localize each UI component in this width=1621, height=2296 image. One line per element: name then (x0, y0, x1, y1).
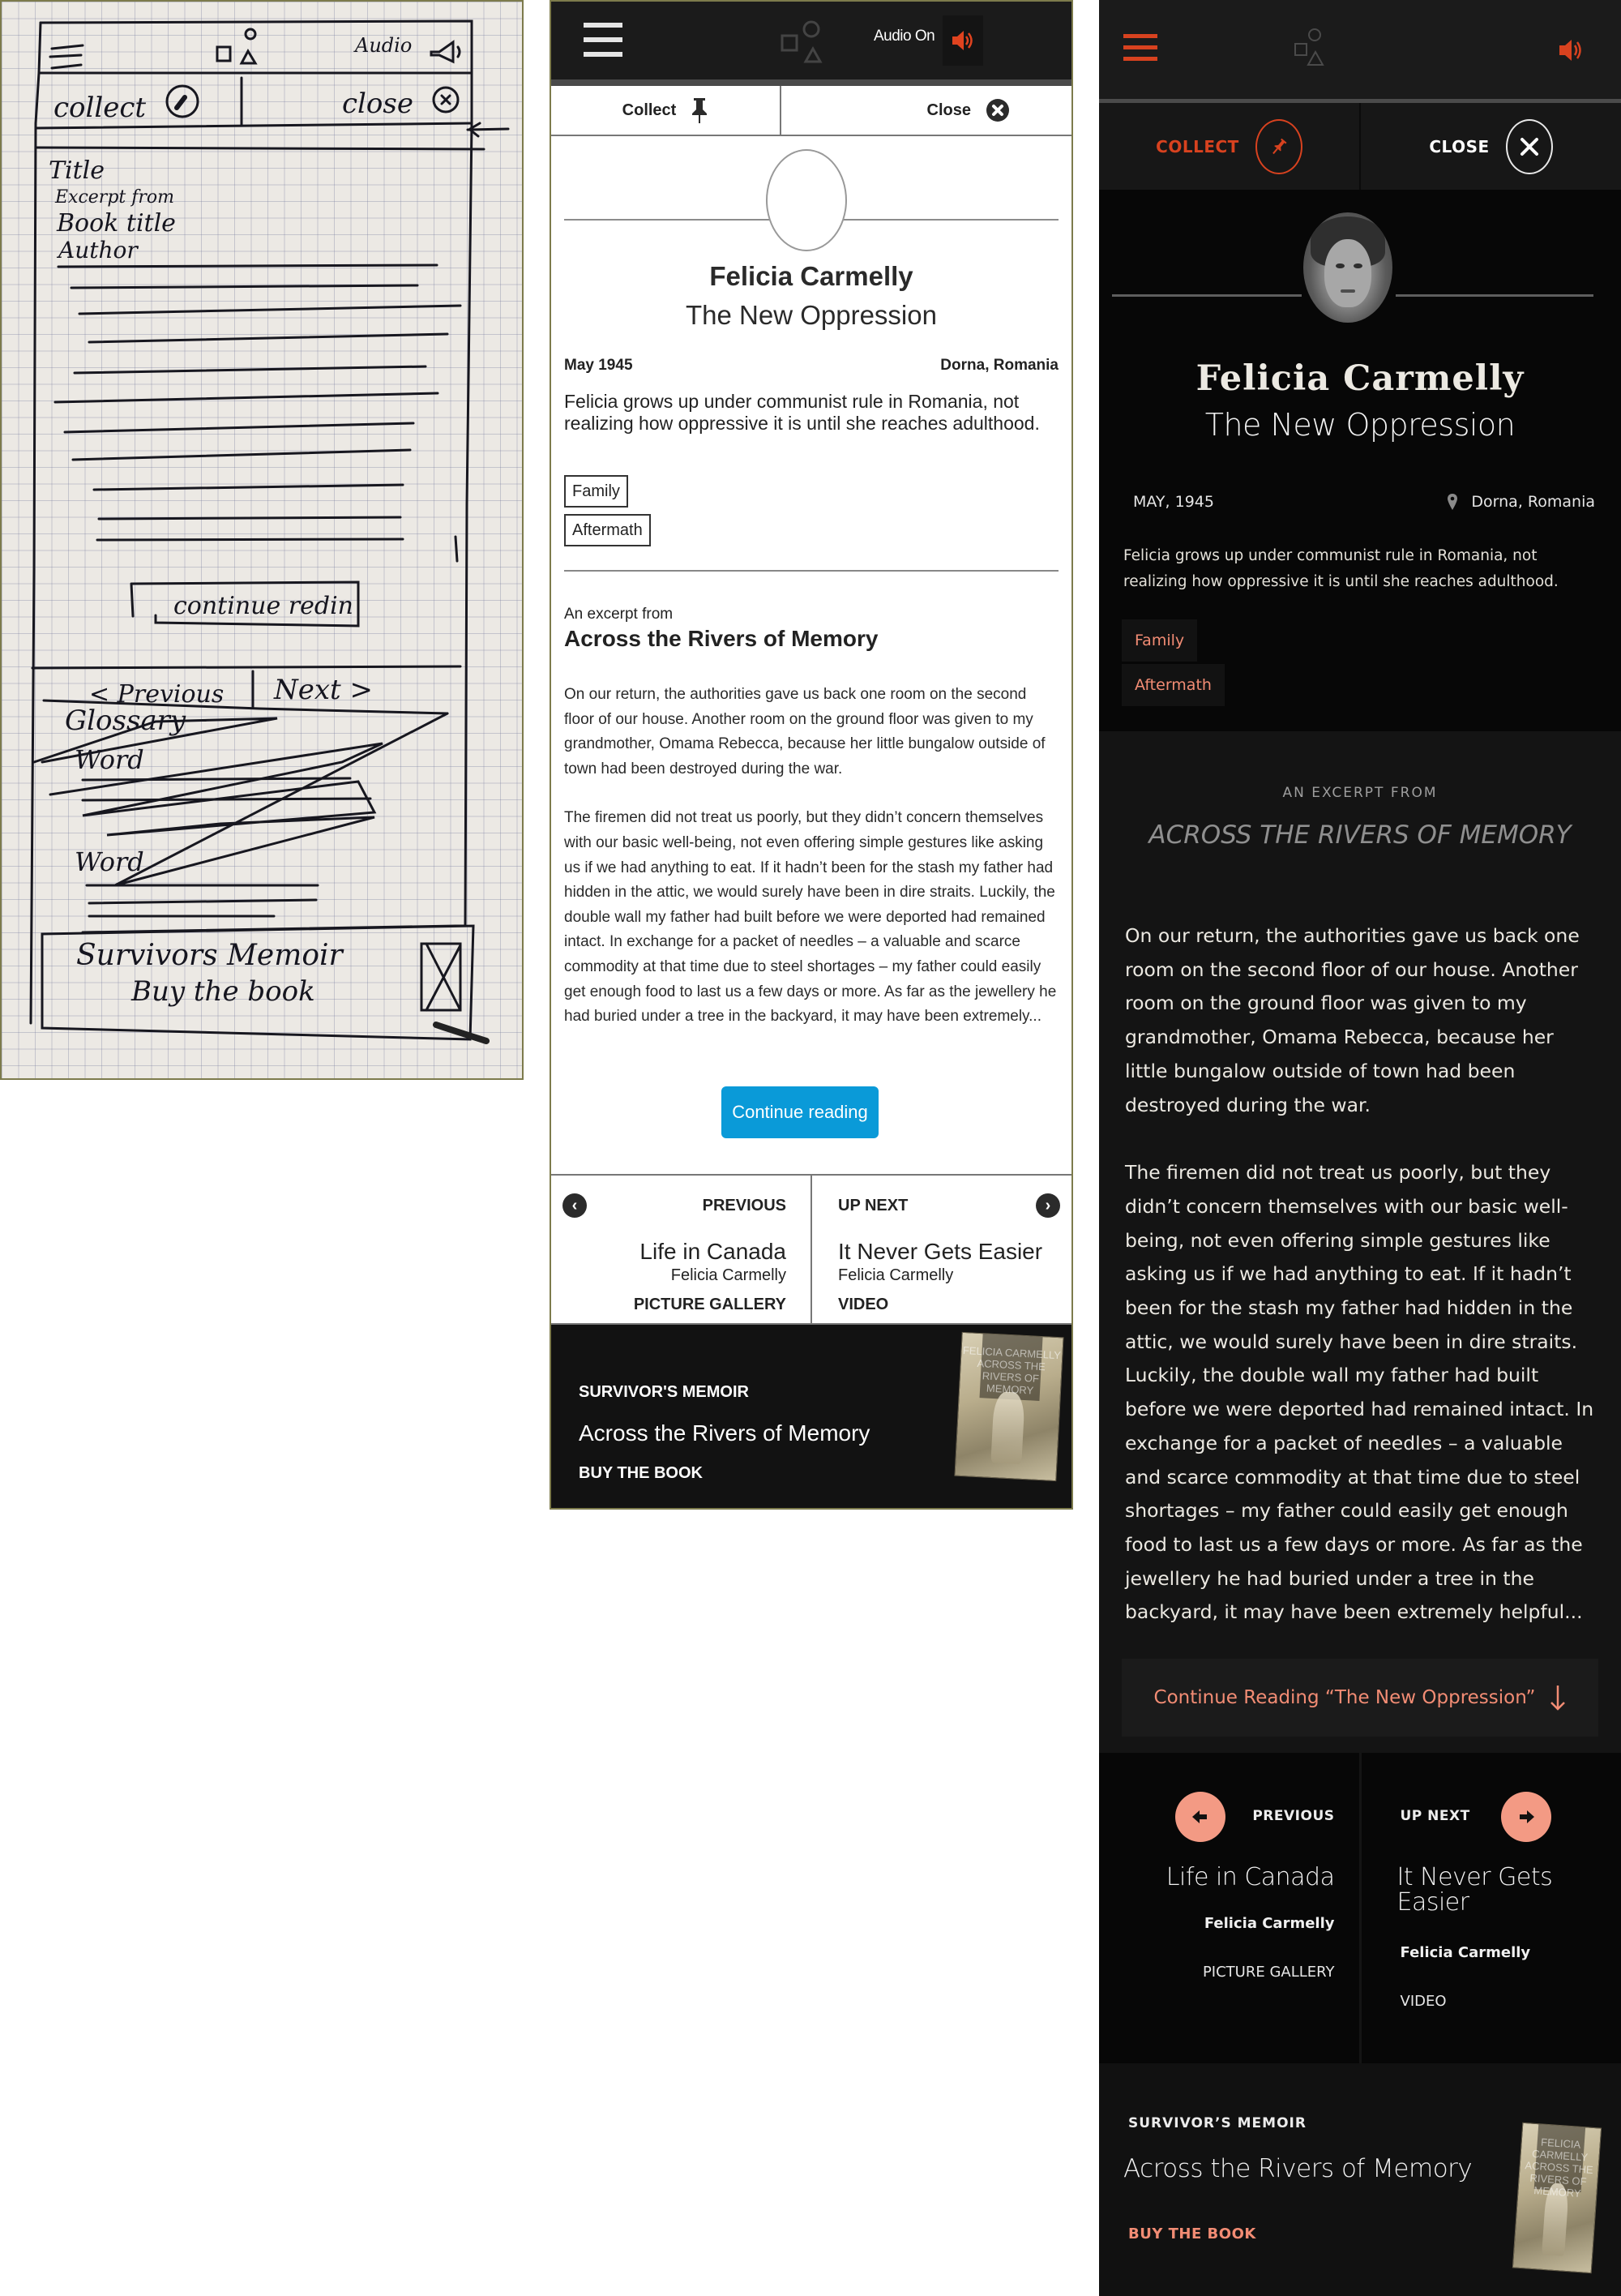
svg-text:Glossary: Glossary (65, 705, 186, 737)
previous-media-type: PICTURE GALLERY (633, 1296, 786, 1313)
close-button[interactable] (1359, 103, 1621, 190)
action-bar (1099, 103, 1621, 190)
design-panel (1099, 0, 1621, 2296)
buy-the-book-link[interactable]: BUY THE BOOK (1128, 2225, 1256, 2242)
svg-text:< Previous: < Previous (89, 680, 225, 709)
chevron-left-icon: ‹ (562, 1193, 587, 1218)
top-bar (551, 2, 1071, 79)
author-name: Felicia Carmelly (709, 261, 913, 291)
audio-status-label: Audio On (874, 28, 935, 45)
next-media-type: VIDEO (1400, 1993, 1447, 2010)
excerpt-section (1099, 731, 1621, 1753)
story-summary: Felicia grows up under communist rule in Romania, not realizing how oppressive it is until she reaches adulthood. (564, 391, 1040, 434)
tag-aftermath[interactable]: Aftermath (564, 514, 651, 546)
excerpt-paragraph: On our return, the authorities gave us back one room on the second floor of our house. Another room on the ground floor was given to my grandmother, Omama Rebecca, because her little bungalow outside of town had been destroyed during the war. (1125, 924, 1580, 1116)
collect-button[interactable] (1099, 103, 1359, 190)
tag-family[interactable]: Family (1122, 619, 1197, 662)
story-location: Dorna, Romania (940, 357, 1059, 374)
sketch-drawing (2, 2, 522, 1078)
continue-reading-label: Continue Reading “The New Oppression” (1153, 1687, 1536, 1708)
previous-story-link[interactable] (551, 1176, 810, 1323)
story-meta (1133, 493, 1595, 511)
excerpt-book-title: ACROSS THE RIVERS OF MEMORY (1148, 820, 1572, 850)
speaker-icon (951, 29, 975, 52)
chevron-right-icon: › (1036, 1193, 1060, 1218)
previous-label: PREVIOUS (1252, 1808, 1335, 1824)
excerpt-paragraph: On our return, the authorities gave us back one room on the second floor of our house. Another room on the ground floor was given to my grandmother, Omama Rebecca, because her little bungalow outside of town had been destroyed during the war. (564, 686, 1046, 777)
memoir-title: Across the Rivers of Memory (1123, 2154, 1473, 2183)
story-navigation (1099, 1753, 1621, 2063)
tag-family[interactable]: Family (564, 475, 628, 508)
svg-text:Audio: Audio (355, 34, 413, 57)
excerpt-body (1125, 919, 1597, 1630)
svg-text:Next >: Next > (274, 674, 374, 706)
next-title: It Never Gets Easier (838, 1239, 1043, 1264)
wireframe-panel (550, 0, 1073, 1510)
previous-author: Felicia Carmelly (1204, 1915, 1335, 1932)
memoir-kicker: SURVIVOR’S MEMOIR (1128, 2115, 1307, 2131)
next-title: It Never Gets Easier (1396, 1863, 1553, 1917)
next-author: Felicia Carmelly (838, 1266, 954, 1284)
story-title: The New Oppression (686, 300, 937, 330)
story-date: MAY, 1945 (1133, 493, 1214, 511)
close-label: Close (926, 101, 971, 119)
hamburger-menu-icon[interactable] (584, 23, 622, 57)
logo-shapes-icon[interactable] (780, 19, 828, 65)
pushpin-icon (691, 96, 708, 124)
story-meta (564, 357, 1059, 375)
portrait-divider-left (1112, 294, 1302, 297)
story-title: The New Oppression (1204, 407, 1516, 443)
arrow-down-icon (1550, 1684, 1566, 1711)
excerpt-paragraph: The firemen did not treat us poorly, but they didn’t concern themselves with our basic well-being, not even offering simple gestures like asking us if we had anything to eat. If it hadn’t been for the stash my father had hidden in the attic, we would surely have been in dire straits. Luckily, the double wall my father had built before we were deported had remained intact. In exchange for a packet of needles – a valuable and scarce commodity at that time due to steel shortages – my father could easily get enough food to last us a few days or more. As far as the jewellery he had buried under a tree in the backyard, it may have been extremely... (564, 809, 1057, 1026)
sketch-panel (0, 0, 524, 1080)
close-button[interactable] (780, 86, 1071, 135)
arrow-right-icon (1501, 1792, 1551, 1842)
avatar-placeholder (766, 149, 847, 251)
header-divider (551, 79, 1071, 86)
previous-title: Life in Canada (639, 1239, 786, 1264)
svg-text:Word: Word (75, 744, 144, 775)
continue-reading-button[interactable] (1122, 1659, 1598, 1737)
close-label: CLOSE (1429, 136, 1490, 156)
book-cover-image[interactable]: FELICIA CARMELLY ACROSS THE RIVERS OF MEMORY (1512, 2123, 1602, 2273)
excerpt-body (564, 683, 1059, 1030)
logo-shapes-icon[interactable] (1294, 28, 1329, 66)
next-story-link[interactable] (1359, 1753, 1621, 2063)
pushpin-icon (1255, 119, 1302, 174)
author-name: Felicia Carmelly (1195, 358, 1525, 399)
excerpt-from-label: An excerpt from (564, 606, 674, 623)
excerpt-book-title: Across the Rivers of Memory (564, 626, 879, 651)
next-label: UP NEXT (838, 1197, 909, 1214)
map-pin-icon (1447, 493, 1458, 511)
svg-text:continue redin: continue redin (173, 592, 353, 620)
hamburger-menu-icon[interactable] (1123, 34, 1157, 62)
story-location-group (1447, 493, 1595, 511)
memoir-banner (1099, 2063, 1621, 2296)
story-navigation (551, 1174, 1071, 1325)
previous-media-type: PICTURE GALLERY (1202, 1964, 1335, 1981)
portrait-divider-right (1396, 294, 1593, 297)
speaker-icon[interactable] (1558, 37, 1584, 63)
tag-aftermath[interactable]: Aftermath (1122, 664, 1225, 706)
svg-text:close: close (342, 88, 413, 120)
next-label: UP NEXT (1400, 1808, 1470, 1824)
memoir-title: Across the Rivers of Memory (579, 1420, 870, 1446)
book-cover-image[interactable]: FELICIA CARMELLY ACROSS THE RIVERS OF MEMORY (954, 1332, 1063, 1481)
svg-text:Author: Author (58, 237, 138, 263)
audio-toggle-button[interactable] (943, 15, 983, 66)
story-date: May 1945 (564, 357, 633, 374)
story-summary: Felicia grows up under communist rule in Romania, not realizing how oppressive it is until she reaches adulthood. (1123, 547, 1559, 590)
svg-text:Title: Title (49, 156, 105, 185)
next-author: Felicia Carmelly (1400, 1944, 1531, 1961)
section-divider (564, 570, 1059, 572)
memoir-banner (551, 1325, 1071, 1510)
collect-label: COLLECT (1156, 136, 1239, 156)
next-media-type: VIDEO (838, 1296, 889, 1313)
svg-text:Word: Word (75, 846, 144, 877)
arrow-left-icon (1175, 1792, 1225, 1842)
story-location: Dorna, Romania (1471, 493, 1595, 511)
close-circle-icon (986, 98, 1010, 122)
close-icon (1506, 119, 1553, 174)
top-bar (1099, 0, 1621, 101)
author-portrait (1303, 212, 1392, 323)
excerpt-from-label: AN EXCERPT FROM (1282, 785, 1438, 801)
svg-text:Book title: Book title (57, 209, 176, 238)
excerpt-paragraph: The firemen did not treat us poorly, but they didn’t concern themselves with our basic well-being, not even offering simple gestures like asking us if we had anything to eat. If it hadn’t been for the stash my father had hidden in the attic, we would surely have been in dire straits. Luckily, the double wall my father had built before we were deported had remained intact. In exchange for a packet of needles – a valuable and scarce commodity at that time due to steel shortages – my father could easily get enough food to last us a few days or more. As far as the jewellery he had buried under a tree in the backyard, it may have been extremely helpful... (1125, 1161, 1594, 1624)
svg-text:Buy the book: Buy the book (131, 975, 315, 1008)
svg-text:collect: collect (53, 92, 147, 124)
collect-button[interactable] (551, 86, 780, 135)
buy-the-book-link[interactable]: BUY THE BOOK (579, 1464, 703, 1482)
next-story-link[interactable] (810, 1176, 1071, 1323)
memoir-kicker: SURVIVOR'S MEMOIR (579, 1383, 749, 1401)
previous-author: Felicia Carmelly (670, 1266, 786, 1284)
continue-reading-button[interactable]: Continue reading (721, 1086, 879, 1138)
action-bar (551, 86, 1071, 136)
svg-text:Survivors Memoir: Survivors Memoir (76, 939, 343, 972)
collect-label: Collect (622, 101, 677, 119)
previous-title: Life in Canada (1165, 1863, 1335, 1891)
svg-text:Excerpt from: Excerpt from (55, 187, 175, 208)
previous-story-link[interactable] (1099, 1753, 1359, 2063)
previous-label: PREVIOUS (702, 1197, 786, 1214)
